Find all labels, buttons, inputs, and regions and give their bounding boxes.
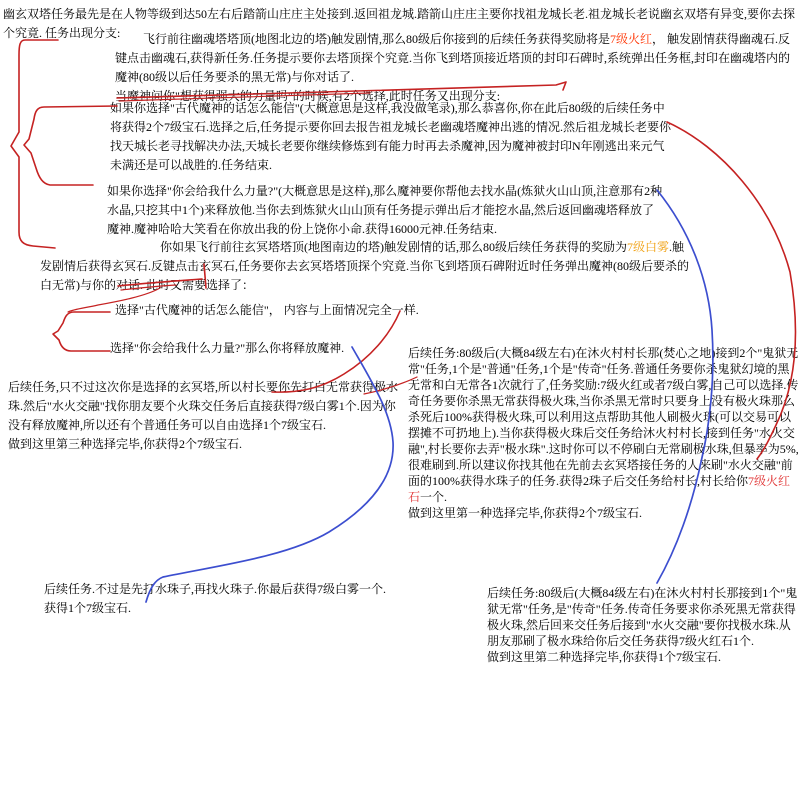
reward-highlight: 7级火红: [610, 32, 653, 46]
brace-outer-branches: [11, 40, 58, 248]
intro-paragraph: 幽玄双塔任务最先是在人物等级到达50左右后踏箭山庄庄主处接到.返回祖龙城.踏箭山庄庄主要你找祖龙城长老.祖龙城长老说幽玄双塔有异变,要你去探个究竟. 任务出现分支:: [3, 7, 796, 40]
followup-second-result: 做到这里第二种选择完毕,你获得1个7级宝石.: [487, 650, 722, 664]
followup-second-text: 后续任务:80级后(大概84级左右)在沐火村村长那接到1个"鬼狱无常"任务,是"传奇"任务.传奇任务要求你杀死黑无常获得极火珠,然后回来交任务后接到"水火交融"要你找极水珠.从朋友那刷了极水珠给你后交任务获得7级火红石1个.: [487, 586, 798, 648]
reward-highlight: 7级火红石: [408, 474, 791, 504]
ghost-tower-branch-paragraph: [115, 30, 799, 106]
followup-water-first-paragraph: [44, 580, 414, 618]
text-segment: ， 触发剧情获得幽魂石.反键点击幽魂石,获得新任务.任务提示要你去塔顶探个究竟.当你飞到塔顶接近塔顶的封印石碑时,系统弹出任务框,封印在幽魂塔内的魔神(80级以后任务要杀的黑无常)与你对话了.: [115, 32, 791, 84]
followup-water-first-line2: 获得1个7级宝石.: [44, 601, 132, 615]
text-segment: 后续任务:80级后(大概84级左右)在沐火村村长那(焚心之地)接到2个"鬼狱无常"任务,1个是"普通"任务,1个是"传奇"任务.普通任务要你杀鬼狱幻境的黑无常和白无常各1次就行了,任务奖励:7级火红或者7级白雾,自己可以选择.传奇任务要你杀黑无常获得极火珠,当你杀黑无常时只要身上没有极火珠那么杀死后100%获得极火珠,可以利用这点帮助其他人刷极火珠(可以交易可以摆摊不可扔地上).当你获得极火珠后交任务给沐火村村长,接到任务"水火交融",村长要你去弄"极水珠".这时你可以不停刷白无常刷极水珠,但暴率为5%,很难刷到.所以建议你找其他在先前去玄冥塔接任务的人来刷"水火交融"前面的100%获得水珠子的任务.获得2珠子后交任务给村长,村长给你: [408, 346, 799, 488]
text-segment: .触发剧情后获得玄冥石.反键点击玄冥石,任务要你去玄冥塔塔顶探个究竟.当你飞到塔顶石碑附近时任务弹出魔神(80级后要杀的白无常)与你的对话. 此时又需要选择了：: [40, 240, 690, 292]
dark-tower-branch-paragraph: [40, 238, 690, 295]
dark-choice-power-line: 选择"你会给我什么力量?"那么你将释放魔神.: [110, 341, 345, 355]
followup-first-text: [408, 345, 800, 505]
text-segment: 你如果飞行前往玄冥塔塔顶(地图南边的塔)触发剧情的话,那么80级后续任务获得的奖励为: [160, 240, 627, 254]
followup-water-first-line1: 后续任务.不过是先打水珠子,再找火珠子.你最后获得7级白雾一个.: [44, 582, 387, 596]
choice-distrust-paragraph: 如果你选择"古代魔神的话怎么能信"(大概意思是这样,我没做笔录),那么恭喜你,你在此后80级的后续任务中将获得2个7级宝石.选择之后,任务提示要你回去报告祖龙城长老幽魂塔魔神出逃的情况.然后祖龙城长老要你找天城长老寻找解决办法,天城长老要你继续修炼到有能力时再去杀魔神,因为魔神被封印N年刚逃出来元气未满还是可以战胜的.任务结束.: [110, 101, 672, 172]
followup-first-result: 做到这里第一种选择完毕,你获得2个7级宝石.: [408, 506, 643, 520]
text-segment: 一个.: [420, 490, 448, 504]
followup-second-paragraph: [487, 585, 800, 665]
followup-first-paragraph: [408, 345, 800, 521]
dark-choice-distrust-line: 选择"古代魔神的话怎么能信"， 内容与上面情况完全一样.: [115, 303, 419, 317]
demon-question-line: 当魔神问你"想获得强大的力量吗"的时候,有2个选择,此时任务又出现分支:: [115, 89, 501, 103]
followup-third-text: 后续任务,只不过这次你是选择的玄冥塔,所以村长要你先打白无常获得极水珠.然后"水火交融"找你朋友要个火珠交任务后直接获得7级白雾1个.因为你没有释放魔神,所以还有个普通任务可以自由选择1个7级宝石.: [8, 380, 399, 432]
reward-highlight: 7级白雾: [627, 240, 670, 254]
ghost-tower-branch-text: [115, 30, 799, 87]
brace-dark-choices: [53, 312, 110, 351]
followup-third-result: 做到这里第三种选择完毕,你获得2个7级宝石.: [8, 437, 243, 451]
text-segment: 飞行前往幽魂塔塔顶(地图北边的塔)触发剧情,那么80级后你接到的后续任务获得奖励将是: [143, 32, 610, 46]
followup-third-paragraph: [8, 378, 404, 454]
brace-ghost-choices: [24, 106, 117, 185]
choice-power-paragraph: 如果你选择"你会给我什么力量?"(大概意思是这样),那么魔神要你帮他去找水晶(炼狱火山山顶,注意那有2种水晶,只挖其中1个)来释放他.当你去到炼狱火山山顶有任务提示弹出后才能挖水晶,然后返回幽魂塔释放了魔神.魔神哈哈大笑看在你放出我的份上饶你小命.获得16000元神.任务结束.: [107, 184, 663, 236]
